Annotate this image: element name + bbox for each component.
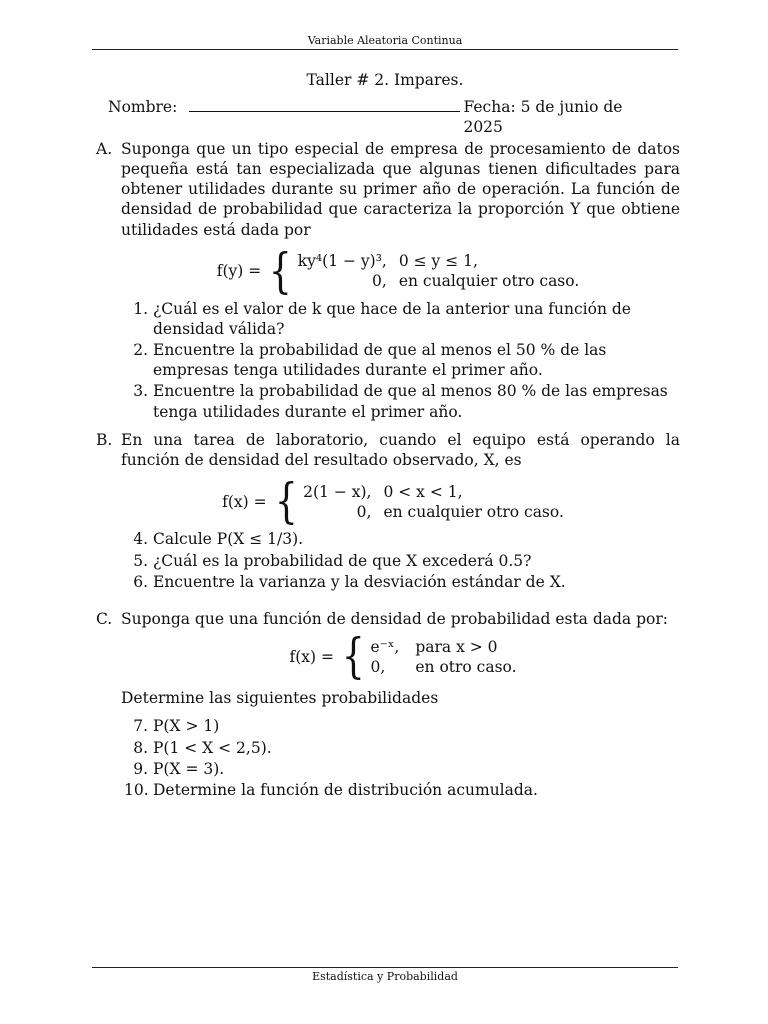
section-c-label: C. (96, 610, 113, 628)
item-number: 4. (133, 530, 148, 549)
item-text: ¿Cuál es la probabilidad de que X excederá 0.5? (153, 551, 532, 570)
equation-c-case2-expr: 0, (370, 657, 386, 676)
header-rule (92, 49, 678, 50)
section-b-items (124, 529, 680, 591)
equation-c-lhs: f(x) = (289, 647, 334, 666)
equation-a-lhs: f(y) = (216, 262, 262, 281)
section-a-items (124, 299, 680, 422)
equation-b-case1-expr: 2(1 − x), (303, 482, 372, 501)
left-brace: { (341, 628, 365, 685)
list-item (124, 572, 680, 592)
item-number: 3. (133, 382, 148, 401)
section-a (96, 139, 680, 422)
item-number: 1. (133, 299, 148, 318)
running-footer: Estadística y Probabilidad (312, 970, 458, 983)
item-text: Encuentre la varianza y la desviación estándar de X. (153, 572, 566, 591)
item-number: 2. (133, 341, 148, 360)
equation-b-case1-cond: 0 < x < 1, (383, 482, 463, 501)
equation-a-case2-expr: 0, (372, 272, 387, 291)
name-date-line (108, 97, 664, 137)
equation-b (106, 473, 680, 530)
item-text: Encuentre la probabilidad de que al menos el 50 % de las empresas tenga utilidades durante el primer año. (153, 341, 607, 380)
item-text: P(X = 3). (153, 759, 225, 778)
section-b-label: B. (96, 431, 113, 449)
equation-c-case1-expr: e⁻ˣ, (370, 637, 400, 656)
footer-rule (92, 967, 678, 968)
equation-b-lhs: f(x) = (222, 492, 267, 511)
list-item (124, 716, 680, 736)
running-header: Variable Aleatoria Continua (307, 34, 463, 47)
equation-a (116, 242, 680, 299)
list-item (124, 759, 680, 779)
item-text: P(X > 1) (153, 717, 220, 736)
section-c-items (124, 716, 680, 800)
item-text: Determine la función de distribución acumulada. (153, 780, 538, 799)
item-text: Encuentre la probabilidad de que al menos 80 % de las empresas tenga utilidades durante el primer año. (153, 382, 668, 421)
name-label: Nombre: (108, 98, 178, 116)
equation-a-case2-cond: en cualquier otro caso. (398, 272, 580, 291)
list-item (124, 340, 680, 380)
name-blank-line (189, 97, 460, 112)
section-b-text: En una tarea de laboratorio, cuando el equipo está operando la función de densidad del resultado observado, X, es (121, 431, 680, 470)
equation-c-case2-cond: en otro caso. (415, 657, 517, 676)
equation-b-case2-expr: 0, (356, 502, 372, 521)
item-number: 8. (133, 738, 148, 757)
item-text: ¿Cuál es el valor de k que hace de la anterior una función de densidad válida? (153, 299, 631, 339)
left-brace: { (269, 242, 292, 299)
item-number: 10. (124, 780, 149, 799)
equation-b-case2-cond: en cualquier otro caso. (383, 502, 564, 521)
item-text: P(1 < X < 2,5). (153, 738, 272, 757)
section-b (96, 430, 680, 592)
section-c-text: Suponga que una función de densidad de probabilidad esta dada por: (121, 610, 668, 628)
list-item (124, 780, 680, 800)
item-number: 9. (133, 759, 148, 778)
equation-a-case1-cond: 0 ≤ y ≤ 1, (398, 252, 478, 271)
list-item (124, 551, 680, 571)
equation-a-cases (298, 251, 579, 291)
section-c-intro: Determine las siguientes probabilidades (121, 689, 439, 708)
equation-c (126, 628, 680, 685)
equation-c-cases (371, 637, 517, 677)
date-label: Fecha: 5 de junio de 2025 (463, 98, 623, 137)
list-item (124, 529, 680, 549)
list-item (124, 299, 680, 339)
item-text: Calcule P(X ≤ 1/3). (153, 530, 304, 549)
page-title: Taller # 2. Impares. (306, 71, 464, 89)
section-a-text: Suponga que un tipo especial de empresa de procesamiento de datos pequeña está tan especializada que algunas tienen dificultades para obtener utilidades durante su primer año de operación. La función de densidad de probabilidad que caracteriza la proporción Y que obtiene utilidades está dada por (121, 140, 680, 239)
equation-a-case1-expr: ky⁴(1 − y)³, (297, 252, 387, 271)
item-number: 7. (133, 717, 148, 736)
section-a-label: A. (96, 140, 113, 158)
list-item (124, 381, 680, 421)
item-number: 6. (133, 572, 148, 591)
list-item (124, 738, 680, 758)
equation-b-cases (303, 482, 564, 522)
equation-c-case1-cond: para x > 0 (415, 637, 498, 656)
item-number: 5. (133, 551, 148, 570)
left-brace: { (274, 473, 298, 530)
section-c (96, 609, 680, 800)
